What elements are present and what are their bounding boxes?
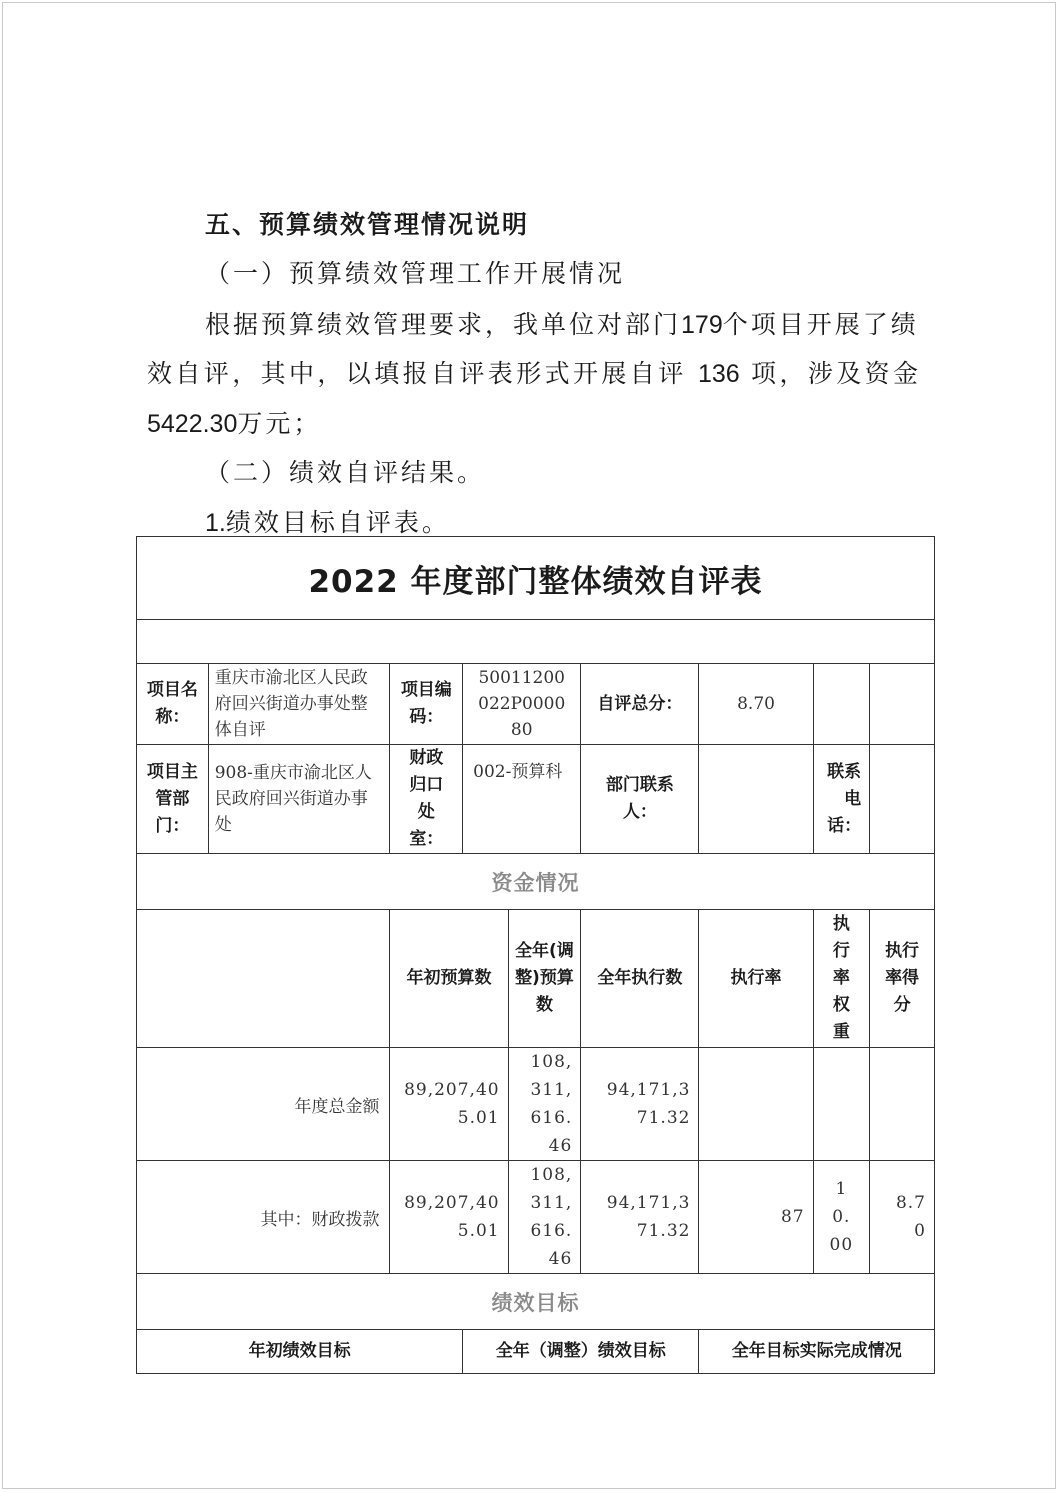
cell-executed: 94,171,371.32 bbox=[581, 1161, 699, 1274]
cell-adjusted-budget: 108,311,616.46 bbox=[508, 1048, 581, 1161]
cell-rate-weight bbox=[813, 1048, 870, 1161]
goal-col-initial: 年初绩效目标 bbox=[137, 1330, 463, 1374]
contact-label: 部门联系人： bbox=[581, 745, 699, 854]
section-heading: 五、预算绩效管理情况说明 bbox=[205, 210, 530, 239]
project-count: 179 bbox=[681, 311, 723, 339]
col-rate-weight: 执行率权重 bbox=[813, 910, 870, 1048]
table-row bbox=[137, 1048, 935, 1161]
cell-rate-score: 8.70 bbox=[870, 1161, 935, 1274]
col-adjusted-budget: 全年(调整)预算数 bbox=[508, 910, 581, 1048]
col-rate-score: 执行率得分 bbox=[870, 910, 935, 1048]
col-initial-budget: 年初预算数 bbox=[390, 910, 508, 1048]
department-label: 项目主管部门： bbox=[137, 745, 209, 854]
col-rate: 执行率 bbox=[699, 910, 813, 1048]
table-row bbox=[137, 1161, 935, 1274]
table-title: 2022 年度部门整体绩效自评表 bbox=[137, 537, 935, 620]
cell-rate bbox=[699, 1048, 813, 1161]
finance-office-value: 002-预算科 bbox=[463, 745, 581, 854]
project-code-value: 50011200022P000080 bbox=[463, 664, 581, 745]
item-number: 1. bbox=[205, 509, 226, 537]
cell-adjusted-budget: 108,311,616.46 bbox=[508, 1161, 581, 1274]
row-label-total: 年度总金额 bbox=[137, 1048, 390, 1161]
funds-amount: 5422.30 bbox=[147, 410, 238, 438]
paragraph-line-1 bbox=[205, 305, 919, 341]
contact-value bbox=[699, 745, 813, 854]
goals-section-title: 绩效目标 bbox=[137, 1274, 935, 1330]
paragraph-text: 根据预算绩效管理要求，我单位对部门 bbox=[205, 310, 682, 339]
self-eval-count: 136 bbox=[697, 360, 740, 388]
empty-cell bbox=[813, 664, 870, 745]
performance-table bbox=[136, 536, 935, 1374]
item-text: 绩效目标自评表。 bbox=[225, 508, 450, 537]
paragraph-line-2 bbox=[147, 354, 921, 390]
goal-col-actual: 全年目标实际完成情况 bbox=[699, 1330, 935, 1374]
paragraph-line-3 bbox=[147, 404, 321, 440]
cell-rate-score bbox=[870, 1048, 935, 1161]
empty-header-cell bbox=[137, 910, 390, 1048]
row-label-fiscal: 其中：财政拨款 bbox=[137, 1161, 390, 1274]
cell-executed: 94,171,371.32 bbox=[581, 1048, 699, 1161]
col-executed: 全年执行数 bbox=[581, 910, 699, 1048]
cell-initial-budget: 89,207,405.01 bbox=[390, 1048, 508, 1161]
goal-col-adjusted: 全年（调整）绩效目标 bbox=[463, 1330, 699, 1374]
project-name-label: 项目名称： bbox=[137, 664, 209, 745]
phone-value bbox=[870, 745, 935, 854]
self-score-label: 自评总分： bbox=[581, 664, 699, 745]
funds-section-title: 资金情况 bbox=[137, 854, 935, 910]
cell-initial-budget: 89,207,405.01 bbox=[390, 1161, 508, 1274]
self-score-value: 8.70 bbox=[699, 664, 813, 745]
subheading-1: （一）预算绩效管理工作开展情况 bbox=[205, 259, 626, 288]
subheading-2: （二）绩效自评结果。 bbox=[205, 458, 486, 487]
paragraph-text: 项，涉及资金 bbox=[751, 359, 922, 388]
project-name-value: 重庆市渝北区人民政府回兴街道办事处整体自评 bbox=[208, 664, 390, 745]
paragraph-text: 万元； bbox=[237, 409, 322, 438]
project-code-label: 项目编码： bbox=[390, 664, 463, 745]
blank-row bbox=[137, 620, 935, 664]
phone-label: 联系电话： bbox=[813, 745, 870, 854]
empty-cell bbox=[870, 664, 935, 745]
paragraph-text: 个项目开展了绩 bbox=[722, 310, 919, 339]
paragraph-text: 效自评，其中，以填报自评表形式开展自评 bbox=[147, 359, 687, 388]
department-value: 908-重庆市渝北区人民政府回兴街道办事处 bbox=[208, 745, 390, 854]
cell-rate-weight: 10.00 bbox=[813, 1161, 870, 1274]
item-1-heading bbox=[205, 503, 450, 539]
finance-office-label: 财政归口处室： bbox=[390, 745, 463, 854]
cell-rate: 87 bbox=[699, 1161, 813, 1274]
